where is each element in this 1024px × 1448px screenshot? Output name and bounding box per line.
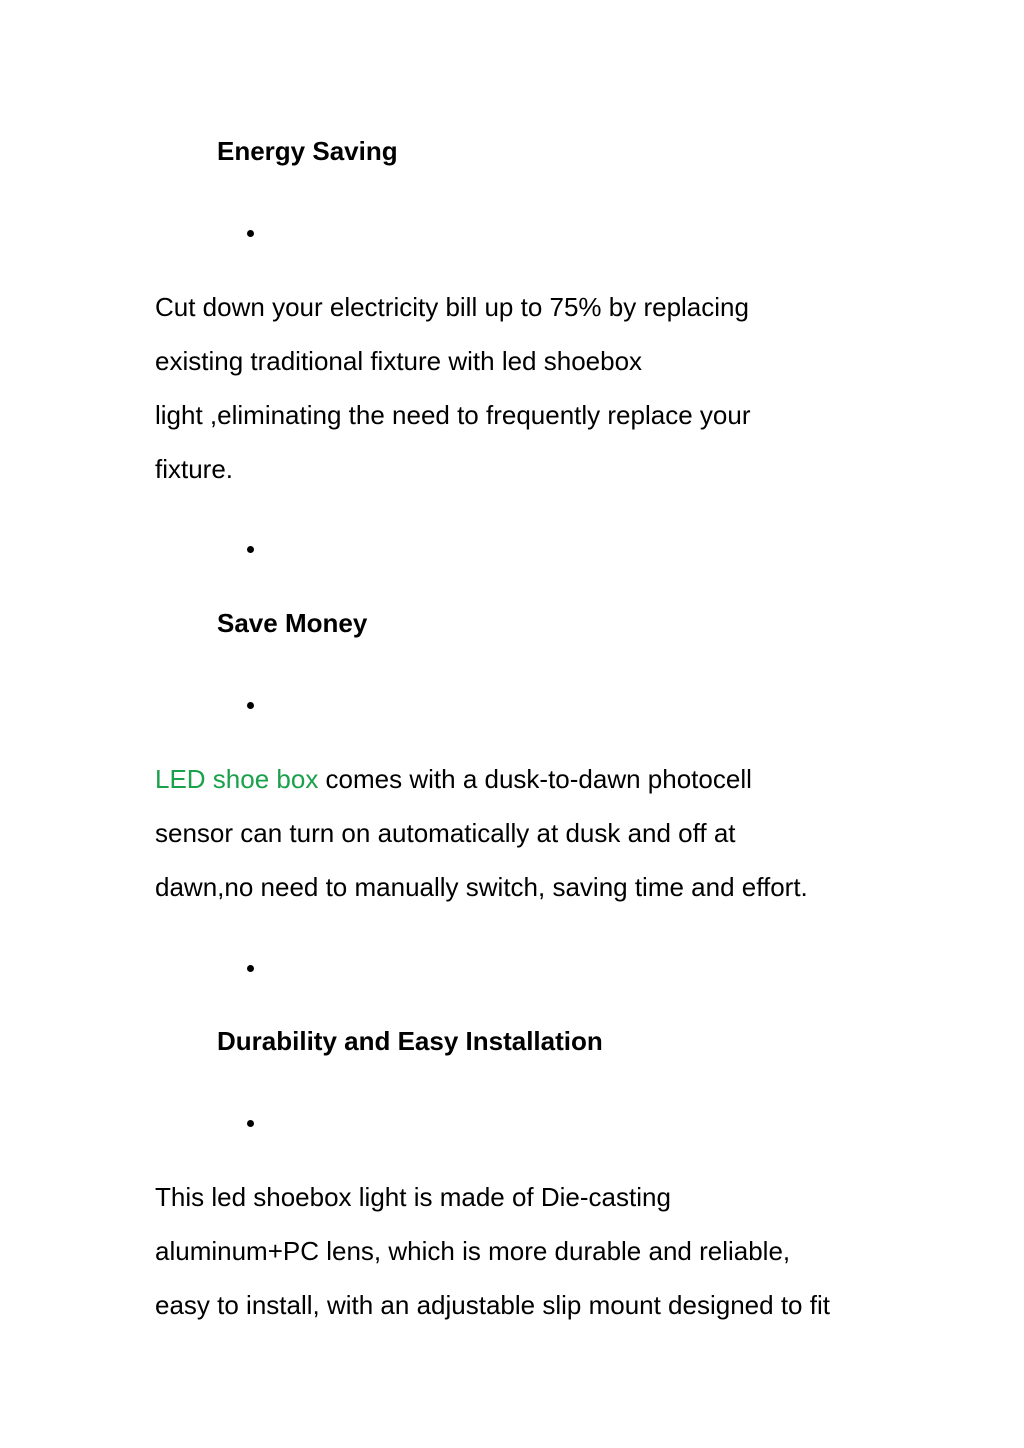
text-line: aluminum+PC lens, which is more durable and reliable, [155,1236,791,1266]
heading-durability: Durability and Easy Installation [217,1026,603,1056]
text-line: easy to install, with an adjustable slip mount designed to fit [155,1290,830,1320]
bullet-point [247,1120,254,1127]
text-line: Cut down your electricity bill up to 75% by replacing [155,292,749,322]
bullet-point [247,230,254,237]
text-line [155,752,895,806]
heading-energy-saving: Energy Saving [217,136,398,166]
text-line: existing traditional fixture with led shoebox [155,346,643,376]
text-line: This led shoebox light is made of Die-casting [155,1182,671,1212]
bullet-point [247,702,254,709]
text-line: dawn,no need to manually switch, saving time and effort. [155,872,808,902]
led-shoe-box-link[interactable]: LED shoe box [155,764,319,794]
text-line: light ,eliminating the need to frequently replace your [155,400,751,430]
text-line: fixture. [155,454,234,484]
paragraph-energy-saving [155,280,895,496]
paragraph-durability [155,1170,895,1332]
bullet-point [247,965,254,972]
paragraph-save-money [155,752,895,914]
text-segment: comes with a dusk-to-dawn photocell [318,764,752,794]
text-line: sensor can turn on automatically at dusk and off at [155,818,736,848]
heading-save-money: Save Money [217,608,368,638]
bullet-point [247,546,254,553]
